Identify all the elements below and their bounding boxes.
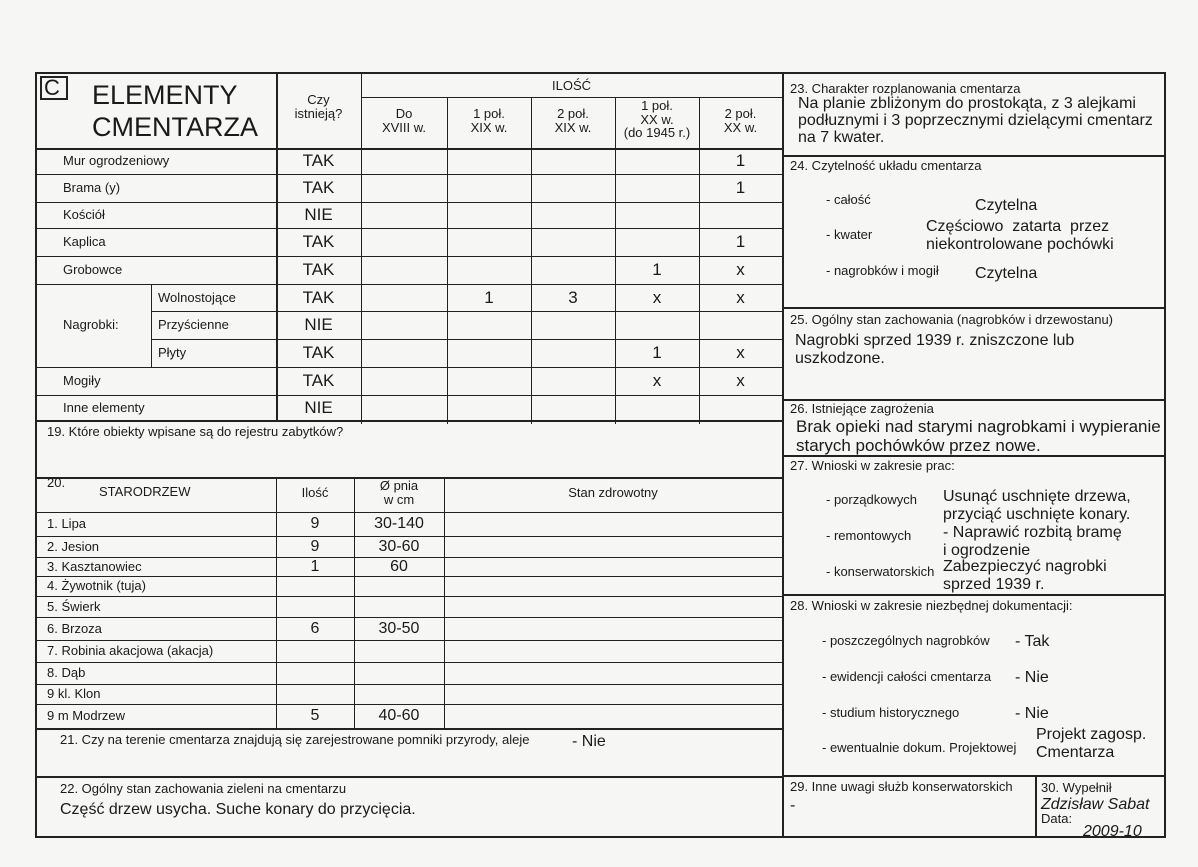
documentation-label: - ewidencji całości cmentarza [822,669,992,684]
date-label: Data: [1041,811,1073,826]
documentation-value: Projekt zagosp. Cmentarza [1036,726,1147,761]
table-rule [35,536,782,537]
element-name: Mogiły [63,373,101,388]
tree-qty: 9 [310,515,320,532]
table-rule [35,776,782,778]
table-rule [782,775,1166,777]
table-rule [35,367,782,368]
table-rule [35,728,782,730]
section-letter: C [44,75,60,100]
filled-by-name: Zdzisław Sabat [1041,796,1150,813]
table-rule [35,662,782,663]
table-rule [35,256,782,257]
period-value: 1 [735,151,746,170]
question-28: 28. Wnioski w zakresie niezbędnej dokumentacji: [790,598,1073,613]
period-column-header: 2 poł. XIX w. [554,106,592,135]
tree-diameter: 30-50 [378,619,420,637]
period-column-header: 1 poł. XX w. (do 1945 r.) [623,98,691,141]
question-27: 27. Wnioski w zakresie prac: [790,458,955,473]
recommendation-value: Zabezpieczyć nagrobki sprzed 1939 r. [943,558,1107,593]
question-20: 20. [47,475,66,490]
readability-label: - nagrobków i mogił [826,263,939,278]
table-rule [151,339,782,340]
table-rule [35,284,782,285]
element-name: Inne elementy [63,399,145,415]
period-value: 1 [484,287,494,307]
readability-value: Czytelna [975,197,1038,214]
answer-21: - Nie [572,733,606,750]
tree-species: 6. Brzoza [47,620,102,636]
form-title: ELEMENTY [92,80,238,110]
period-column-header: 1 poł. XIX w. [470,106,508,135]
form-title: CMENTARZA [92,112,258,142]
table-rule [354,477,355,728]
period-value: x [652,371,662,390]
question-21: 21. Czy na terenie cmentarza znajdują się zarejestrowane pomniki przyrody, aleje [60,732,530,747]
trees-diameter-header: Ø pnia w cm [379,478,419,507]
recommendation-label: - porządkowych [826,492,918,507]
table-rule [447,97,448,424]
table-rule [151,311,782,312]
table-rule [1035,775,1037,838]
exists-value: NIE [304,397,333,417]
period-value: 1 [652,260,662,279]
tree-species: 3. Kasztanowiec [47,558,142,574]
table-rule [151,284,152,367]
exists-value: TAK [302,178,335,197]
tree-species: 1. Lipa [47,516,87,531]
period-value: 3 [568,287,578,307]
answer-26-line: starych pochówków przez nowe. [796,436,1041,455]
date-value: 2009-10 [1083,823,1142,840]
table-rule [782,155,1166,157]
readability-label: - całość [826,192,871,207]
tree-qty: 1 [310,557,320,575]
tree-species: 9 kl. Klon [47,686,101,701]
answer-23-line: na 7 kwater. [798,129,885,146]
tree-qty: 6 [310,619,320,637]
tree-diameter: 40-60 [378,707,420,724]
table-rule [782,455,1166,457]
readability-value: Częściowo zatarta przez niekontrolowane pochówki [926,218,1114,253]
tree-qty: 5 [310,707,320,724]
table-rule [35,395,782,396]
table-rule [35,72,37,838]
tree-species: 2. Jesion [47,538,100,554]
period-column-header: 2 poł. XX w. [723,106,758,135]
element-name: Brama (y) [63,180,121,195]
table-rule [35,202,782,203]
documentation-label: - poszczególnych nagrobków [822,633,990,648]
trees-qty-header: Ilość [301,485,329,500]
table-rule [782,307,1166,309]
table-rule [35,148,782,150]
tree-species: 9 m Modrzew [47,708,126,723]
tree-diameter: 30-140 [374,515,424,532]
trees-health-header: Stan zdrowotny [568,485,658,500]
table-rule [361,97,782,98]
answer-25-line: Nagrobki sprzed 1939 r. zniszczone lub [795,332,1075,349]
table-rule [35,704,782,705]
question-30: 30. Wypełnił [1041,780,1112,795]
table-rule [782,594,1166,596]
recommendation-value: Usunąć uschnięte drzewa, przyciąć uschnięte konary. [943,488,1131,523]
table-rule [35,596,782,597]
table-rule [35,836,1166,838]
recommendation-label: - konserwatorskich [826,564,935,579]
table-rule [35,640,782,641]
answer-23-line: Na planie zbliżonym do prostokąta, z 3 alejkami [798,95,1136,112]
period-value: 1 [735,232,746,251]
answer-22: Część drzew usycha. Suche konary do przycięcia. [60,801,416,818]
tree-species: 5. Świerk [47,598,101,614]
table-rule [35,512,782,513]
element-name: Kościół [63,207,105,222]
exists-value: TAK [302,343,335,362]
gravestone-type: Przyścienne [158,317,229,332]
question-23: 23. Charakter rozplanowania cmentarza [790,81,1021,96]
recommendation-value: - Naprawić rozbitą bramę i ogrodzenie [943,524,1122,559]
readability-value: Czytelna [975,265,1038,282]
tree-diameter: 60 [390,557,408,575]
exists-value: TAK [302,371,335,390]
period-value: x [736,260,745,279]
tree-species: 7. Robinia akacjowa (akacja) [47,643,214,658]
period-value: x [736,287,745,307]
question-29: 29. Inne uwagi służb konserwatorskich [790,779,1013,794]
period-column-header: Do XVIII w. [381,106,427,135]
exists-value: NIE [304,315,333,334]
recommendation-label: - remontowych [826,528,912,543]
table-rule [35,72,1166,74]
exists-value: TAK [302,260,335,279]
table-rule [35,420,782,422]
answer-23-line: podłuznymi i 3 poprzecznymi dzielącymi cmentarz [798,112,1153,129]
element-name: Kaplica [63,234,106,249]
table-rule [35,174,782,175]
table-rule [35,617,782,618]
exists-value: TAK [302,232,335,251]
gravestone-type: Płyty [158,345,187,360]
documentation-label: - studium historycznego [822,705,960,720]
trees-title: STARODRZEW [99,484,191,499]
table-rule [35,576,782,577]
documentation-label: - ewentualnie dokum. Projektowej [822,740,1017,755]
table-rule [35,684,782,685]
question-22: 22. Ogólny stan zachowania zieleni na cmentarzu [60,781,347,796]
documentation-value: - Nie [1015,705,1049,722]
documentation-value: - Tak [1015,633,1050,650]
exists-value: NIE [304,205,333,224]
answer-29: - [790,797,796,814]
table-rule [276,477,277,728]
period-value: x [652,287,662,307]
tree-qty: 9 [310,537,320,555]
answer-25-line: uszkodzone. [795,350,885,367]
period-value: x [736,343,745,362]
answer-26-line: Brak opieki nad starymi nagrobkami i wypieranie [796,417,1161,436]
question-19: 19. Które obiekty wpisane są do rejestru zabytków? [47,424,344,439]
quantity-header: ILOŚĆ [551,78,591,93]
readability-label: - kwater [826,227,873,242]
period-value: x [736,371,745,390]
element-name: Grobowce [63,262,123,277]
element-name: Mur ogrodzeniowy [63,153,170,168]
table-rule [444,477,445,728]
exists-value: TAK [302,287,335,307]
documentation-value: - Nie [1015,669,1049,686]
question-25: 25. Ogólny stan zachowania (nagrobków i drzewostanu) [790,312,1114,327]
table-rule [35,228,782,229]
exists-column-header: Czy istnieją? [294,92,343,121]
tree-species: 8. Dąb [47,665,86,680]
question-26: 26. Istniejące zagrożenia [790,401,934,416]
exists-value: TAK [302,151,335,170]
gravestones-label: Nagrobki: [63,317,119,332]
period-value: 1 [735,178,746,197]
tree-diameter: 30-60 [378,537,420,555]
gravestone-type: Wolnostojące [158,289,236,305]
table-rule [531,97,532,424]
question-24: 24. Czytelność układu cmentarza [790,158,982,173]
period-value: 1 [652,343,662,362]
tree-species: 4. Żywotnik (tuja) [47,578,146,593]
